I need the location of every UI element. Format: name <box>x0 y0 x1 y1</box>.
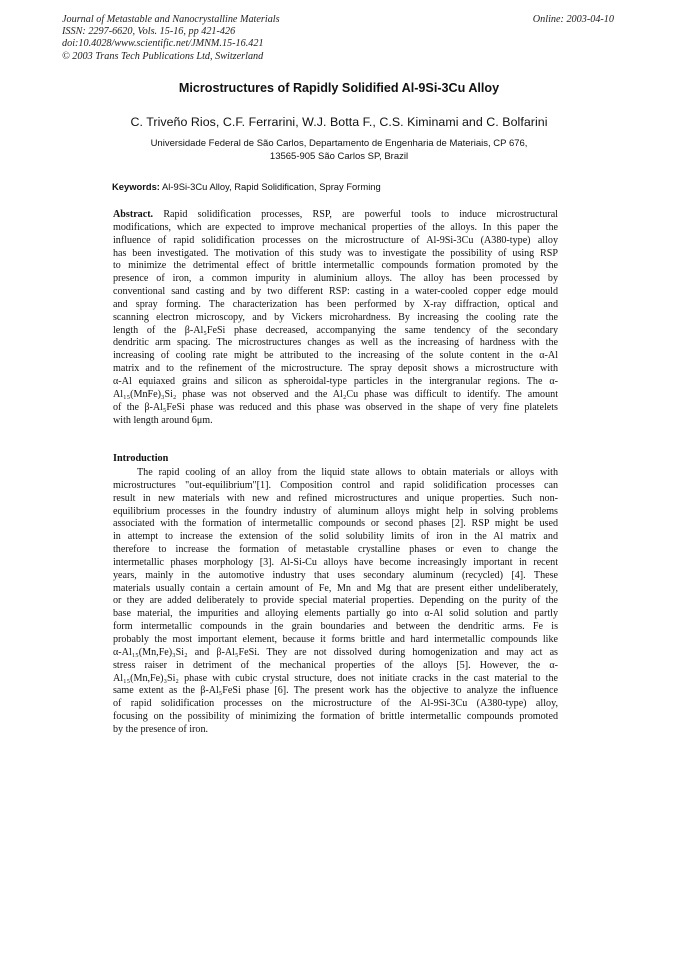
intro-line: result in new materials with new and refined microstructures and unique properties. Such non- <box>113 492 558 504</box>
intro-line: α-Al₁₅(Mn,Fe)₃Si₂ and β-Al₅FeSi. They are not dissolved during homogenization and may act as <box>113 646 558 658</box>
journal-header <box>62 14 280 63</box>
intro-line: by the presence of iron. <box>113 723 209 735</box>
abstract-label: Abstract. <box>113 209 154 220</box>
abstract-line: presence of iron, a common impurity in aluminium alloys. The alloy has been processed by <box>113 273 558 285</box>
paper-title: Microstructures of Rapidly Solidified Al-9Si-3Cu Alloy <box>178 81 500 95</box>
abstract-line: modifications, which are expected to improve mechanical properties of the alloys. In this paper the <box>113 221 558 233</box>
abstract-line: α-Al equiaxed grains and silicon as spheroidal-type particles in the intergranular regions. The α- <box>113 375 558 387</box>
abstract-line: Al₁₅(MnFe)₃Si₂ phase was not observed and the Al₂Cu phase was difficult to identify. The amount <box>113 388 558 400</box>
intro-line: years, mainly in the automotive industry that uses secondary aluminum (recycled) [4]. These <box>113 569 558 581</box>
intro-line: form intermetallic compounds in the grain boundaries and between the dendritic arms. Fe is <box>113 621 558 633</box>
online-date: Online: 2003-04-10 <box>532 14 614 25</box>
intro-line: in attempt to increase the extension of the solid solubility limits of iron in the Al matrix and <box>113 531 558 543</box>
abstract-line: conventional sand casting and by two different RSP: casting in a water-cooled copper edge mould <box>113 286 558 298</box>
intro-line: intermetallic phases morphology [3]. Al-Si-Cu alloys have become increasingly important in recent <box>113 556 558 568</box>
intro-line: stress raiser in detriment of the mechanical properties of the alloys [5]. However, the α- <box>113 659 558 671</box>
keywords-label: Keywords: <box>112 181 160 192</box>
doi-line: doi:10.4028/www.scientific.net/JMNM.15-16.421 <box>62 38 264 50</box>
intro-line: of rapid solidification processes on the microstructure of the Al-9Si-3Cu (A380-type) alloy, <box>113 698 558 710</box>
keywords <box>112 181 381 192</box>
copyright-line: © 2003 Trans Tech Publications Ltd, Switzerland <box>62 50 264 62</box>
abstract-line: with length around 6μm. <box>113 414 213 426</box>
intro-line: materials usually contain a certain amount of Fe, Mn and Mg that are present either undeliberately, <box>113 582 558 594</box>
abstract-line: scanning electron microscopy, and by Vickers microhardness. By increasing the cooling rate the <box>113 311 558 323</box>
introduction-body <box>113 467 558 737</box>
intro-line: Al₁₅(Mn,Fe)₃Si₂ phase with cubic crystal structure, does not initiate cracks in the cast material to the <box>113 672 558 684</box>
abstract-line: matrix and to the refinement of the microstructure. The spray deposit shows a microstructure with <box>113 363 558 375</box>
abstract-line: increasing of cooling rate might be attributed to the increasing of the solute content in the α-Al <box>113 350 558 362</box>
affiliation-line: Universidade Federal de São Carlos, Departamento de Engenharia de Materiais, CP 676, <box>150 138 528 149</box>
intro-line: therefore to increase the formation of metastable crystalline phases or even to change the <box>113 544 558 556</box>
intro-line: equilibrium processes in the foundry industry of aluminum alloys might help in solving problems <box>113 505 558 517</box>
abstract-line: has been investigated. The motivation of this study was to investigate the possibility of using RSP <box>113 247 558 259</box>
abstract-line: dendritic arm spacing. The microstructures changes as well as the increasing of hardness with the <box>113 337 558 349</box>
journal-name: Journal of Metastable and Nanocrystalline Materials <box>62 14 280 25</box>
abstract-line: of the β-Al₅FeSi phase was reduced and this phase was observed in the shape of very fine platelets <box>113 401 558 413</box>
intro-line: probably the most important element, because it forms brittle and hard intermetallic compounds like <box>113 633 558 645</box>
keywords-text: Al-9Si-3Cu Alloy, Rapid Solidification, Spray Forming <box>162 181 381 192</box>
intro-line: same extent as the β-Al₅FeSi phase [6]. The present work has the objective to analyze the influence <box>113 685 558 697</box>
affiliation <box>0 137 678 163</box>
issn-line: ISSN: 2297-6620, Vols. 15-16, pp 421-426 <box>62 26 236 38</box>
abstract-line: Abstract. Rapid solidification processes, RSP, are powerful tools to induce microstructural <box>113 209 558 220</box>
affiliation-line: 13565-905 São Carlos SP, Brazil <box>269 151 409 162</box>
abstract <box>113 209 558 427</box>
intro-line: or they are added deliberately to provide special material properties. Depending on the purity of the <box>113 595 558 607</box>
abstract-line: to minimize the detrimental effect of brittle intermetallic compounds formation promoted by the <box>113 260 558 272</box>
author-list: C. Triveño Rios, C.F. Ferrarini, W.J. Botta F., C.S. Kiminami and C. Bolfarini <box>130 115 548 129</box>
intro-line: The rapid cooling of an alloy from the liquid state allows to obtain materials or alloys with <box>137 467 558 478</box>
abstract-line: length of the β-Al₅FeSi phase decreased, accompanying the same tendency of the secondary <box>113 324 558 336</box>
intro-line: microstructures "out-equilibrium"[1]. Composition control and rapid solidification processes can <box>113 479 558 491</box>
abstract-line: and spray forming. The characterization has been performed by X-ray diffraction, optical and <box>113 298 558 310</box>
section-heading-introduction: Introduction <box>113 453 169 464</box>
intro-line: associated with the formation of intermetallic compounds or second phases [2]. RSP might be used <box>113 518 558 530</box>
abstract-line: influence of rapid solidification processes on the microstructure of Al-9Si-3Cu (A380-type) alloy <box>113 234 558 246</box>
intro-line: focusing on the possibility of minimizing the formation of brittle intermetallic compounds promoted <box>113 711 558 723</box>
intro-line: base material, the impurities and alloying elements partially go into α-Al solid solution and partly <box>113 608 558 620</box>
